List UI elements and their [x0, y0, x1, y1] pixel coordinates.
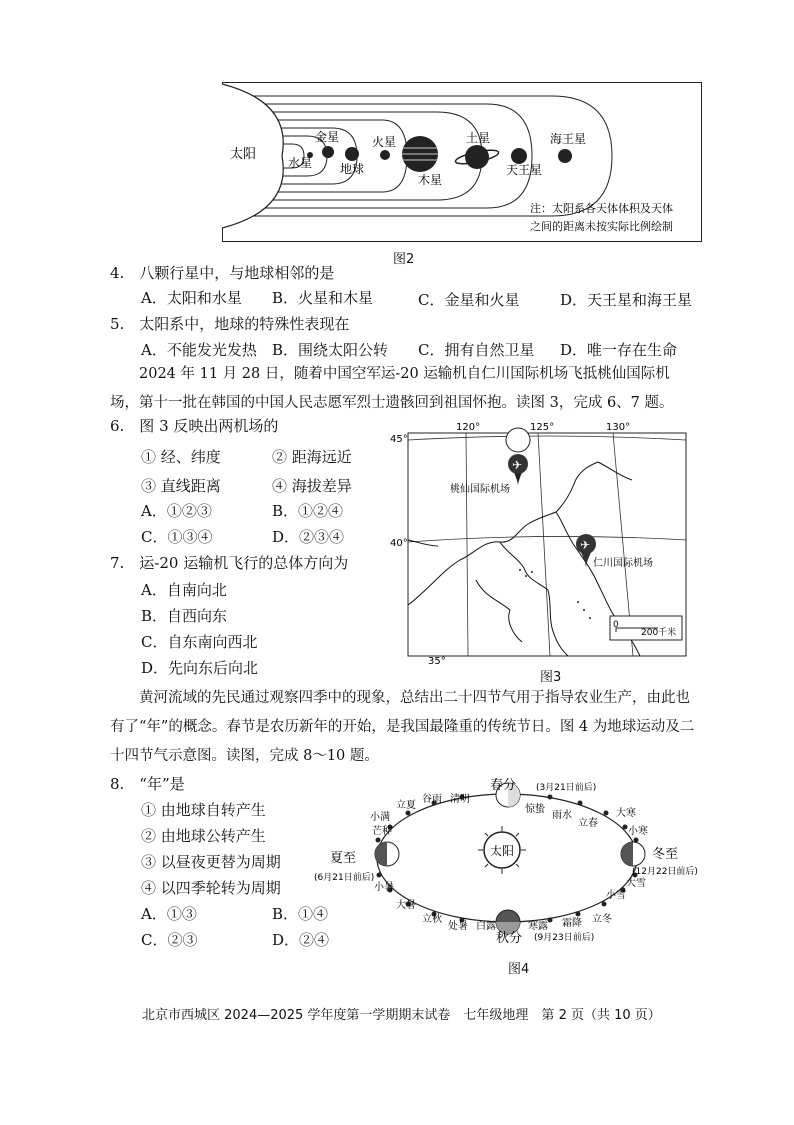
q5-option-c[interactable]: C．拥有自然卫星: [418, 341, 535, 359]
neptune-label: 海王星: [550, 132, 587, 146]
q5-option-b[interactable]: B．围绕太阳公转: [272, 341, 389, 359]
q4-option-c[interactable]: C．金星和火星: [418, 291, 520, 309]
term-xiaoman: 小满: [370, 812, 390, 823]
sun-label: 太阳: [490, 844, 515, 858]
term-chushu: 处暑: [448, 921, 468, 932]
term-guyu: 谷雨: [422, 794, 442, 805]
q5-stem: 5. 太阳系中，地球的特殊性表现在: [110, 315, 350, 333]
scale-zero: 0: [613, 620, 619, 630]
xiazhi-date: (6月21日前后): [314, 873, 375, 883]
q7-option-d[interactable]: D．先向东后向北: [141, 659, 259, 677]
q8-stem: 8. “年”是: [110, 775, 185, 793]
dongzhi-date: (12月22日前后): [632, 867, 698, 877]
mercury-label: 水星: [288, 156, 313, 170]
term-daxue: 大雪: [626, 878, 646, 889]
neptune: [558, 149, 572, 163]
earth-label: 地球: [340, 162, 365, 176]
lon-130-label: 130°: [606, 422, 631, 433]
q6-stem: 6. 图 3 反映出两机场的: [110, 417, 279, 435]
jupiter-label: 木星: [418, 173, 443, 187]
saturn-label: 土星: [466, 131, 491, 145]
q6-item-4: ④ 海拔差异: [272, 477, 352, 495]
q4-option-d[interactable]: D．天王星和海王星: [560, 291, 693, 309]
mars-label: 火星: [372, 135, 397, 149]
q4-option-b[interactable]: B．火星和木星: [272, 289, 374, 307]
plane-icon: ✈: [580, 538, 591, 552]
lon-125-label: 125°: [530, 422, 555, 433]
airport1-label: 桃仙国际机场: [450, 484, 510, 495]
scale-label: 200千米: [641, 628, 677, 638]
q8-option-d[interactable]: D．②④: [272, 931, 330, 949]
term-hanlu: 寒露: [528, 921, 548, 932]
q7-stem: 7. 运-20 运输机飞行的总体方向为: [110, 554, 349, 572]
term-liqiu: 立秋: [422, 914, 442, 925]
term-dahan: 大寒: [616, 808, 636, 819]
uranus-label: 天王星: [506, 163, 543, 177]
term-jingzhe: 惊蛰: [525, 804, 545, 815]
q8-item-3: ③ 以昼夜更替为周期: [141, 853, 281, 871]
sun-label: 太阳: [230, 147, 257, 162]
term-mangzhong: 芒种: [372, 826, 392, 837]
fig3-caption: 图3: [540, 670, 562, 685]
term-qingming: 清明: [450, 794, 470, 805]
q7-option-a[interactable]: A．自南向北: [141, 581, 227, 599]
earth-xiazhi: [375, 842, 399, 866]
sun-icon: [478, 826, 526, 874]
q6-item-1: ① 经、纬度: [141, 448, 221, 466]
intro-6-7: 2024 年 11 月 28 日，随着中国空军运-20 运输机自仁川国际机场飞抵桃仙国际机场，第十一批在韩国的中国人民志愿军烈士遗骸回到祖国怀抱。读图 3，完成 6、7 题。: [110, 366, 674, 411]
q8-item-1: ① 由地球自转产生: [141, 801, 266, 819]
uranus: [511, 148, 527, 164]
venus-label: 金星: [315, 130, 340, 144]
term-lichun: 立春: [578, 818, 598, 829]
q6-item-2: ② 距海远近: [272, 448, 352, 466]
lat-35-label: 35°: [428, 656, 446, 665]
q6-option-d[interactable]: D．②③④: [272, 528, 345, 546]
fig4-caption: 图4: [508, 962, 530, 977]
q4-stem: 4. 八颗行星中，与地球相邻的是: [110, 264, 335, 282]
chunfen-date: (3月21日前后): [536, 783, 597, 793]
term-xiaoxue: 小雪: [606, 890, 626, 901]
mars: [380, 150, 390, 160]
q5-option-d[interactable]: D．唯一存在生命: [560, 341, 678, 359]
airport-map: [388, 420, 693, 665]
intro-8-10: 黄河流域的先民通过观察四季中的现象，总结出二十四节气用于指导农业生产，由此也有了“年”的概念。春节是农历新年的开始，是我国最隆重的传统节日。图 4 为地球运动及二十四节气示意图。读图，完成 8～10 题。: [110, 690, 695, 764]
term-lidong: 立冬: [592, 914, 612, 925]
q8-option-c[interactable]: C．②③: [141, 931, 198, 949]
fig2-note-line2: 之间的距离未按实际比例绘制: [530, 220, 673, 233]
q6-option-c[interactable]: C．①③④: [141, 528, 213, 546]
chunfen-label: 春分: [490, 778, 517, 793]
q7-option-c[interactable]: C．自东南向西北: [141, 633, 258, 651]
qiufen-label: 秋分: [496, 931, 523, 946]
term-yushui: 雨水: [552, 810, 572, 821]
q6-option-a[interactable]: A．①②③: [141, 502, 212, 520]
earth: [345, 147, 359, 161]
q6-item-3: ③ 直线距离: [141, 477, 221, 495]
fig2-note-line1: 注：太阳系各天体体积及天体: [530, 202, 673, 215]
lat-40-label: 40°: [390, 538, 408, 549]
jupiter: [402, 136, 438, 172]
solar-system-figure: [222, 82, 702, 242]
earth-dongzhi: [621, 842, 645, 866]
term-shuangjiang: 霜降: [562, 918, 582, 929]
page-footer: 北京市西城区 2024—2025 学年度第一学期期末试卷 七年级地理 第 2 页（共 10 页）: [142, 1008, 661, 1023]
q4-option-a[interactable]: A．太阳和水星: [141, 289, 242, 307]
q8-option-b[interactable]: B．①④: [272, 905, 329, 923]
q7-option-b[interactable]: B．自西向东: [141, 607, 228, 625]
term-dashu: 大暑: [396, 900, 416, 911]
lat-45-label: 45°: [390, 434, 408, 445]
q8-item-2: ② 由地球公转产生: [141, 827, 266, 845]
solar-terms-figure: [310, 778, 705, 948]
qiufen-date: (9月23日前后): [534, 933, 595, 943]
q5-option-a[interactable]: A．不能发光发热: [141, 341, 257, 359]
venus: [322, 146, 334, 158]
fig2-caption: 图2: [393, 252, 415, 267]
airport2-label: 仁川国际机场: [593, 558, 653, 569]
dongzhi-label: 冬至: [652, 847, 679, 862]
q8-item-4: ④ 以四季轮转为周期: [141, 879, 281, 897]
term-bailu: 白露: [476, 921, 496, 932]
xiazhi-label: 夏至: [330, 851, 357, 866]
term-xiaohan: 小寒: [628, 826, 648, 837]
q8-option-a[interactable]: A．①③: [141, 905, 197, 923]
lon-120-label: 120°: [456, 422, 481, 433]
plane-icon: ✈: [512, 458, 523, 472]
term-lixia: 立夏: [396, 800, 416, 811]
term-xiaoshu: 小暑: [374, 882, 394, 893]
q6-option-b[interactable]: B．①②④: [272, 502, 344, 520]
